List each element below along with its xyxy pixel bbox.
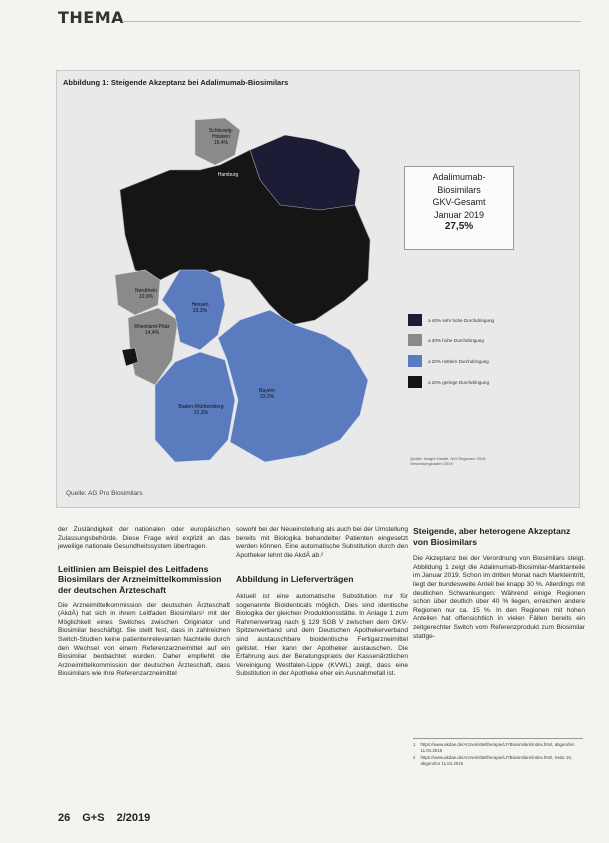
region-label-he: Hessen 23,3% — [191, 302, 209, 314]
text-column-3 — [413, 526, 585, 641]
footnote: 2 https://www.akdae.de/Arzneimitteltherapie/LF/Biosimilars/index.html, Seite 15, abgerufen 11.04.2019 — [413, 755, 572, 766]
region-by — [218, 310, 368, 462]
legend-item: ≤ 20% geringe Durchdringung — [408, 376, 489, 388]
figure-source: Quelle: AG Pro Biosimilars — [66, 490, 143, 497]
header-rule — [122, 21, 581, 22]
section-heading: Abbildung in Lieferverträgen — [236, 574, 354, 585]
infobox-value: 27,5% — [444, 221, 474, 232]
legend-swatch — [408, 355, 422, 367]
region-label-nr: Nordrhein 10,9% — [135, 288, 157, 300]
paragraph: Aktuell ist eine automatische Substitution nur für sogenannte Bioidenticals möglich. Dies sind identische Biologika der gleichen Produktionsstätte. In Anlage 1 zum Rahmenvertrag nach § 129 SGB V zwischen dem GKV-Spitzenverband und dem Deutschen Apothekerverband sind austauschbare bioidentische Fertigarzneimittel gelistet. Hier kann der Apotheker austauschen. Die Erfahrung aus der Beratungspraxis der Kassenärztlichen Vereinigung Westfalen-Lippe (KVWL) zeigt, dass eine Substitution in der Apotheke eher ein Ausnahmefall ist. — [236, 592, 408, 678]
region-label-rp: Rheinland-Pfalz 14,4% — [134, 324, 170, 336]
legend-swatch — [408, 334, 422, 346]
legend-item: ≥ 40% sehr hohe Durchdringung — [408, 314, 494, 326]
page-number: 26 — [58, 812, 71, 824]
paragraph: der Zuständigkeit der nationalen oder europäischen Zulassungsbehörde. Diese Frage wird explizit an das jeweilige nationale Gesundheitssystem übertragen. — [58, 526, 230, 551]
page-footer — [58, 812, 150, 824]
paragraph: sowohl bei der Neueinstellung als auch bei der Umstellung bereits mit Biologika behandelter Patienten eingesetzt werden können. Eine automatische Substitution durch den Apotheker lehnt die AkdÄ ab.² — [236, 526, 408, 559]
issue-number: 2/2019 — [116, 812, 151, 824]
legend-item: ≥ 20% mittlere Durchdringung — [408, 355, 489, 367]
text-column-2 — [236, 526, 408, 679]
region-label-sh: Schleswig-Holstein 15,4% — [208, 128, 234, 146]
paragraph: Die Arzneimittelkommission der deutschen Ärzteschaft (AkdÄ) hat sich in ihrem Leitfaden Biosimilars¹ mit der Möglichkeit eines Switches zwischen Originator und Biosimilar beschäftigt. Sie stellt fest, dass in zahlreichen Switch-Studien keine patientenrelevanten Nachteile durch den Wechsel von einem Referenzarzneimittel auf ein Biosimilar beobachtet wurden. Daher empfiehlt die Arzneimittelkommission der deutschen Ärzteschaft, dass Biosimilars wie ihre Referenzarzneimittel — [58, 601, 230, 678]
region-label-by: Bayern 33,2% — [259, 388, 275, 400]
legend-item: ≥ 30% hohe Durchdringung — [408, 334, 484, 346]
footnote: 1 https://www.akdae.de/Arzneimitteltherapie/LF/Biosimilars/index.html, abgerufen 11.04.2019 — [413, 742, 575, 753]
footnotes — [413, 738, 583, 768]
legend-source: Quelle: Insight Health, NVI Regionen 2019, Verordnungsdaten 2019 — [410, 456, 487, 466]
region-label-hh: Hamburg — [217, 172, 239, 178]
paragraph: Die Akzeptanz bei der Verordnung von Biosimilars steigt. Abbildung 1 zeigt die Adalimumab-Biosimilar-Marktanteile im Januar 2019. Schon im dritten Monat nach Markteintritt, liegt der bundesweite Anteil bei knapp 30 %. Allerdings mit deutlichen Schwankungen: Während einige Regionen schon über deutlich über 40 % liegen, erreichen andere Regionen nur ca. 15 %. In den Regionen mit hohen Anteilen hat offensichtlich in vielen Fällen bereits ein zeitgerechter Switch vom Referenzprodukt zum Biosimilar stattge- — [413, 555, 585, 640]
figure-title: Abbildung 1: Steigende Akzeptanz bei Adalimumab-Biosimilars — [63, 78, 289, 87]
legend-swatch — [408, 376, 422, 388]
journal-name: G+S — [82, 812, 105, 824]
section-label: THEMA — [58, 8, 125, 27]
text-column-1 — [58, 526, 230, 679]
section-heading: Leitlinien am Beispiel des Leitfadens Biosimilars der Arzneimittelkommission der deutschen Ärzteschaft — [58, 563, 222, 595]
section-heading: Steigende, aber heterogene Akzeptanz von Biosimilars — [413, 526, 571, 547]
infobox-total: Adalimumab- Biosimilars GKV-Gesamt Januar 2019 27,5% — [404, 166, 514, 250]
region-label-bw: Baden-Württemberg 21,3% — [178, 404, 224, 416]
legend-swatch — [408, 314, 422, 326]
